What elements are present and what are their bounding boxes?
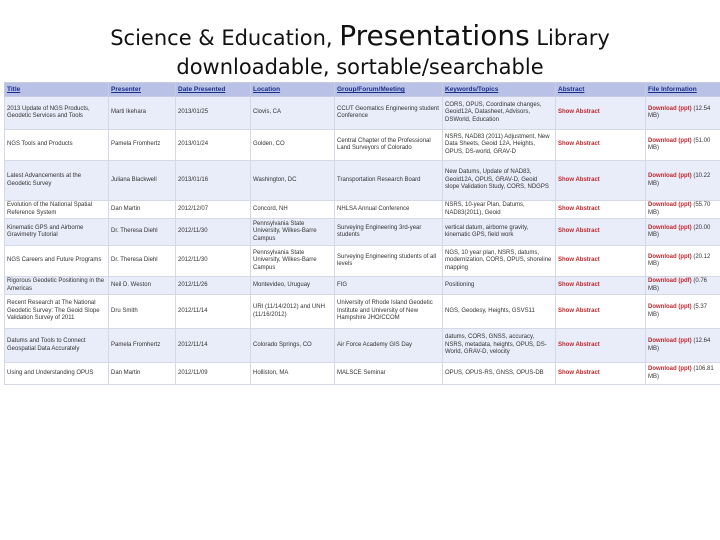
cell-group: FIG — [335, 277, 443, 295]
cell-date: 2012/11/26 — [176, 277, 251, 295]
cell-title: Datums and Tools to Connect Geospatial Data Accurately — [5, 329, 109, 363]
header-row — [5, 83, 720, 97]
column-header-abstract[interactable]: Abstract — [556, 83, 646, 97]
cell-group: NHLSA Annual Conference — [335, 201, 443, 219]
download-link[interactable]: Download (ppt) — [648, 338, 692, 345]
file-size: (12.64 MB) — [648, 338, 711, 352]
file-size: (106.81 MB) — [648, 366, 714, 380]
table-row — [5, 329, 720, 363]
title-part-2: Presentations — [339, 19, 530, 52]
cell-keywords: datums, CORS, GNSS, accuracy, NSRS, metadata, heights, OPUS, DS-World, GRAV-D, velocity — [443, 329, 556, 363]
show-abstract-link[interactable]: Show Abstract — [556, 277, 646, 295]
cell-file-information — [646, 329, 720, 363]
column-header-file-information[interactable]: File Information — [646, 83, 720, 97]
show-abstract-link[interactable]: Show Abstract — [556, 295, 646, 329]
cell-title: Recent Research at The National Geodetic Survey: The Geoid Slope Validation Survey of 2011 — [5, 295, 109, 329]
cell-date: 2013/01/16 — [176, 161, 251, 201]
table-row — [5, 97, 720, 130]
column-header-keywords-topics[interactable]: Keywords/Topics — [443, 83, 556, 97]
cell-title: NGS Tools and Products — [5, 130, 109, 161]
cell-group: University of Rhode Island Geodetic Institute and University of New Hampshire JHO/CCOM — [335, 295, 443, 329]
show-abstract-link[interactable]: Show Abstract — [556, 246, 646, 277]
cell-location: Washington, DC — [251, 161, 335, 201]
show-abstract-link[interactable]: Show Abstract — [556, 161, 646, 201]
file-size: (55.70 MB) — [648, 202, 711, 216]
cell-file-information — [646, 295, 720, 329]
download-link[interactable]: Download (ppt) — [648, 173, 692, 180]
presentations-table — [4, 82, 720, 385]
cell-presenter: Pamela Fromhertz — [109, 329, 176, 363]
table-body — [5, 97, 720, 385]
download-link[interactable]: Download (ppt) — [648, 137, 692, 144]
show-abstract-link[interactable]: Show Abstract — [556, 329, 646, 363]
cell-presenter: Dan Martin — [109, 201, 176, 219]
column-header-presenter[interactable]: Presenter — [109, 83, 176, 97]
cell-location: Concord, NH — [251, 201, 335, 219]
download-link[interactable]: Download (pdf) — [648, 278, 692, 285]
cell-group: CCUT Geomatics Engineering student Conference — [335, 97, 443, 130]
cell-keywords: NGS, 10 year plan, NSRS, datums, modernization, CORS, OPUS, shoreline mapping — [443, 246, 556, 277]
cell-keywords: New Datums, Update of NAD83, Geoid12A, OPUS, GRAV-D, Geoid slope Validation Study, CORS, NDGPS — [443, 161, 556, 201]
cell-group: Air Force Academy GIS Day — [335, 329, 443, 363]
cell-presenter: Dru Smith — [109, 295, 176, 329]
cell-title: NGS Careers and Future Programs — [5, 246, 109, 277]
cell-title: 2013 Update of NGS Products, Geodetic Services and Tools — [5, 97, 109, 130]
table-row — [5, 219, 720, 246]
cell-location: Pennsylvania State University, Wilkes-Barre Campus — [251, 219, 335, 246]
cell-presenter: Dan Martin — [109, 363, 176, 385]
cell-presenter: Neil D. Weston — [109, 277, 176, 295]
cell-group: MALSCE Seminar — [335, 363, 443, 385]
cell-presenter: Pamela Fromhertz — [109, 130, 176, 161]
cell-file-information — [646, 277, 720, 295]
cell-date: 2013/01/24 — [176, 130, 251, 161]
cell-location: Pennsylvania State University, Wilkes-Barre Campus — [251, 246, 335, 277]
file-size: (12.54 MB) — [648, 105, 711, 119]
cell-date: 2012/12/07 — [176, 201, 251, 219]
table-row — [5, 363, 720, 385]
cell-title: Evolution of the National Spatial Reference System — [5, 201, 109, 219]
cell-location: Colorado Springs, CO — [251, 329, 335, 363]
cell-keywords: vertical datum, airborne gravity, kinematic GPS, field work — [443, 219, 556, 246]
file-size: (20.12 MB) — [648, 253, 711, 267]
show-abstract-link[interactable]: Show Abstract — [556, 363, 646, 385]
cell-file-information — [646, 201, 720, 219]
table-row — [5, 295, 720, 329]
cell-location: URI (11/14/2012) and UNH (11/16/2012) — [251, 295, 335, 329]
cell-presenter: Dr. Theresa Diehl — [109, 219, 176, 246]
cell-file-information — [646, 219, 720, 246]
slide-subtitle: downloadable, sortable/searchable — [176, 55, 544, 79]
cell-file-information — [646, 130, 720, 161]
cell-title: Rigorous Geodetic Positioning in the Americas — [5, 277, 109, 295]
cell-date: 2012/11/14 — [176, 295, 251, 329]
column-header-location[interactable]: Location — [251, 83, 335, 97]
cell-file-information — [646, 246, 720, 277]
download-link[interactable]: Download (ppt) — [648, 224, 692, 231]
download-link[interactable]: Download (ppt) — [648, 202, 692, 209]
table-header — [5, 83, 720, 97]
file-size: (51.00 MB) — [648, 137, 711, 151]
show-abstract-link[interactable]: Show Abstract — [556, 97, 646, 130]
cell-date: 2012/11/09 — [176, 363, 251, 385]
show-abstract-link[interactable]: Show Abstract — [556, 201, 646, 219]
cell-date: 2012/11/30 — [176, 219, 251, 246]
cell-group: Central Chapter of the Professional Land Surveyors of Colorado — [335, 130, 443, 161]
show-abstract-link[interactable]: Show Abstract — [556, 130, 646, 161]
cell-location: Golden, CO — [251, 130, 335, 161]
cell-keywords: Positioning — [443, 277, 556, 295]
cell-location: Clovis, CA — [251, 97, 335, 130]
cell-date: 2013/01/25 — [176, 97, 251, 130]
cell-presenter: Juliana Blackwell — [109, 161, 176, 201]
cell-file-information — [646, 161, 720, 201]
cell-keywords: CORS, OPUS, Coordinate changes, Geoid12A, Datasheet, Advisors, DSWorld, Education — [443, 97, 556, 130]
title-part-3: Library — [529, 26, 610, 50]
cell-keywords: OPUS, OPUS-RS, GNSS, OPUS-DB — [443, 363, 556, 385]
show-abstract-link[interactable]: Show Abstract — [556, 219, 646, 246]
table-row — [5, 130, 720, 161]
table-row — [5, 246, 720, 277]
cell-group: Surveying Engineering students of all levels — [335, 246, 443, 277]
download-link[interactable]: Download (ppt) — [648, 304, 692, 311]
title-part-1: Science & Education, — [110, 26, 340, 50]
cell-group: Surveying Engineering 3rd-year students — [335, 219, 443, 246]
cell-location: Montevideo, Uruguay — [251, 277, 335, 295]
cell-keywords: NSRS, NAD83 (2011) Adjustment, New Data Sheets, Geoid 12A, Heights, OPUS, DS-world, GRAV-D — [443, 130, 556, 161]
cell-title: Kinematic GPS and Airborne Gravimetry Tutorial — [5, 219, 109, 246]
slide-title-block — [0, 0, 720, 84]
cell-keywords: NGS, Geodesy, Heights, GSVS11 — [443, 295, 556, 329]
file-size: (5.37 MB) — [648, 304, 708, 318]
cell-title: Latest Advancements at the Geodetic Survey — [5, 161, 109, 201]
download-link[interactable]: Download (ppt) — [648, 366, 692, 373]
cell-date: 2012/11/14 — [176, 329, 251, 363]
file-size: (10.22 MB) — [648, 173, 711, 187]
table-row — [5, 161, 720, 201]
column-header-title[interactable]: Title — [5, 83, 109, 97]
download-link[interactable]: Download (ppt) — [648, 253, 692, 260]
cell-file-information — [646, 363, 720, 385]
cell-presenter: Marti Ikehara — [109, 97, 176, 130]
cell-date: 2012/11/30 — [176, 246, 251, 277]
presentations-table-screenshot — [4, 82, 720, 462]
download-link[interactable]: Download (ppt) — [648, 105, 692, 112]
file-size: (20.00 MB) — [648, 224, 711, 238]
cell-group: Transportation Research Board — [335, 161, 443, 201]
column-header-group-forum-meeting[interactable]: Group/Forum/Meeting — [335, 83, 443, 97]
file-size: (0.76 MB) — [648, 278, 708, 292]
cell-keywords: NSRS, 10-year Plan, Datums, NAD83(2011), Geoid — [443, 201, 556, 219]
table-row — [5, 201, 720, 219]
cell-presenter: Dr. Theresa Diehl — [109, 246, 176, 277]
cell-title: Using and Understanding OPUS — [5, 363, 109, 385]
cell-file-information — [646, 97, 720, 130]
table-row — [5, 277, 720, 295]
column-header-date-presented[interactable]: Date Presented — [176, 83, 251, 97]
cell-location: Holliston, MA — [251, 363, 335, 385]
